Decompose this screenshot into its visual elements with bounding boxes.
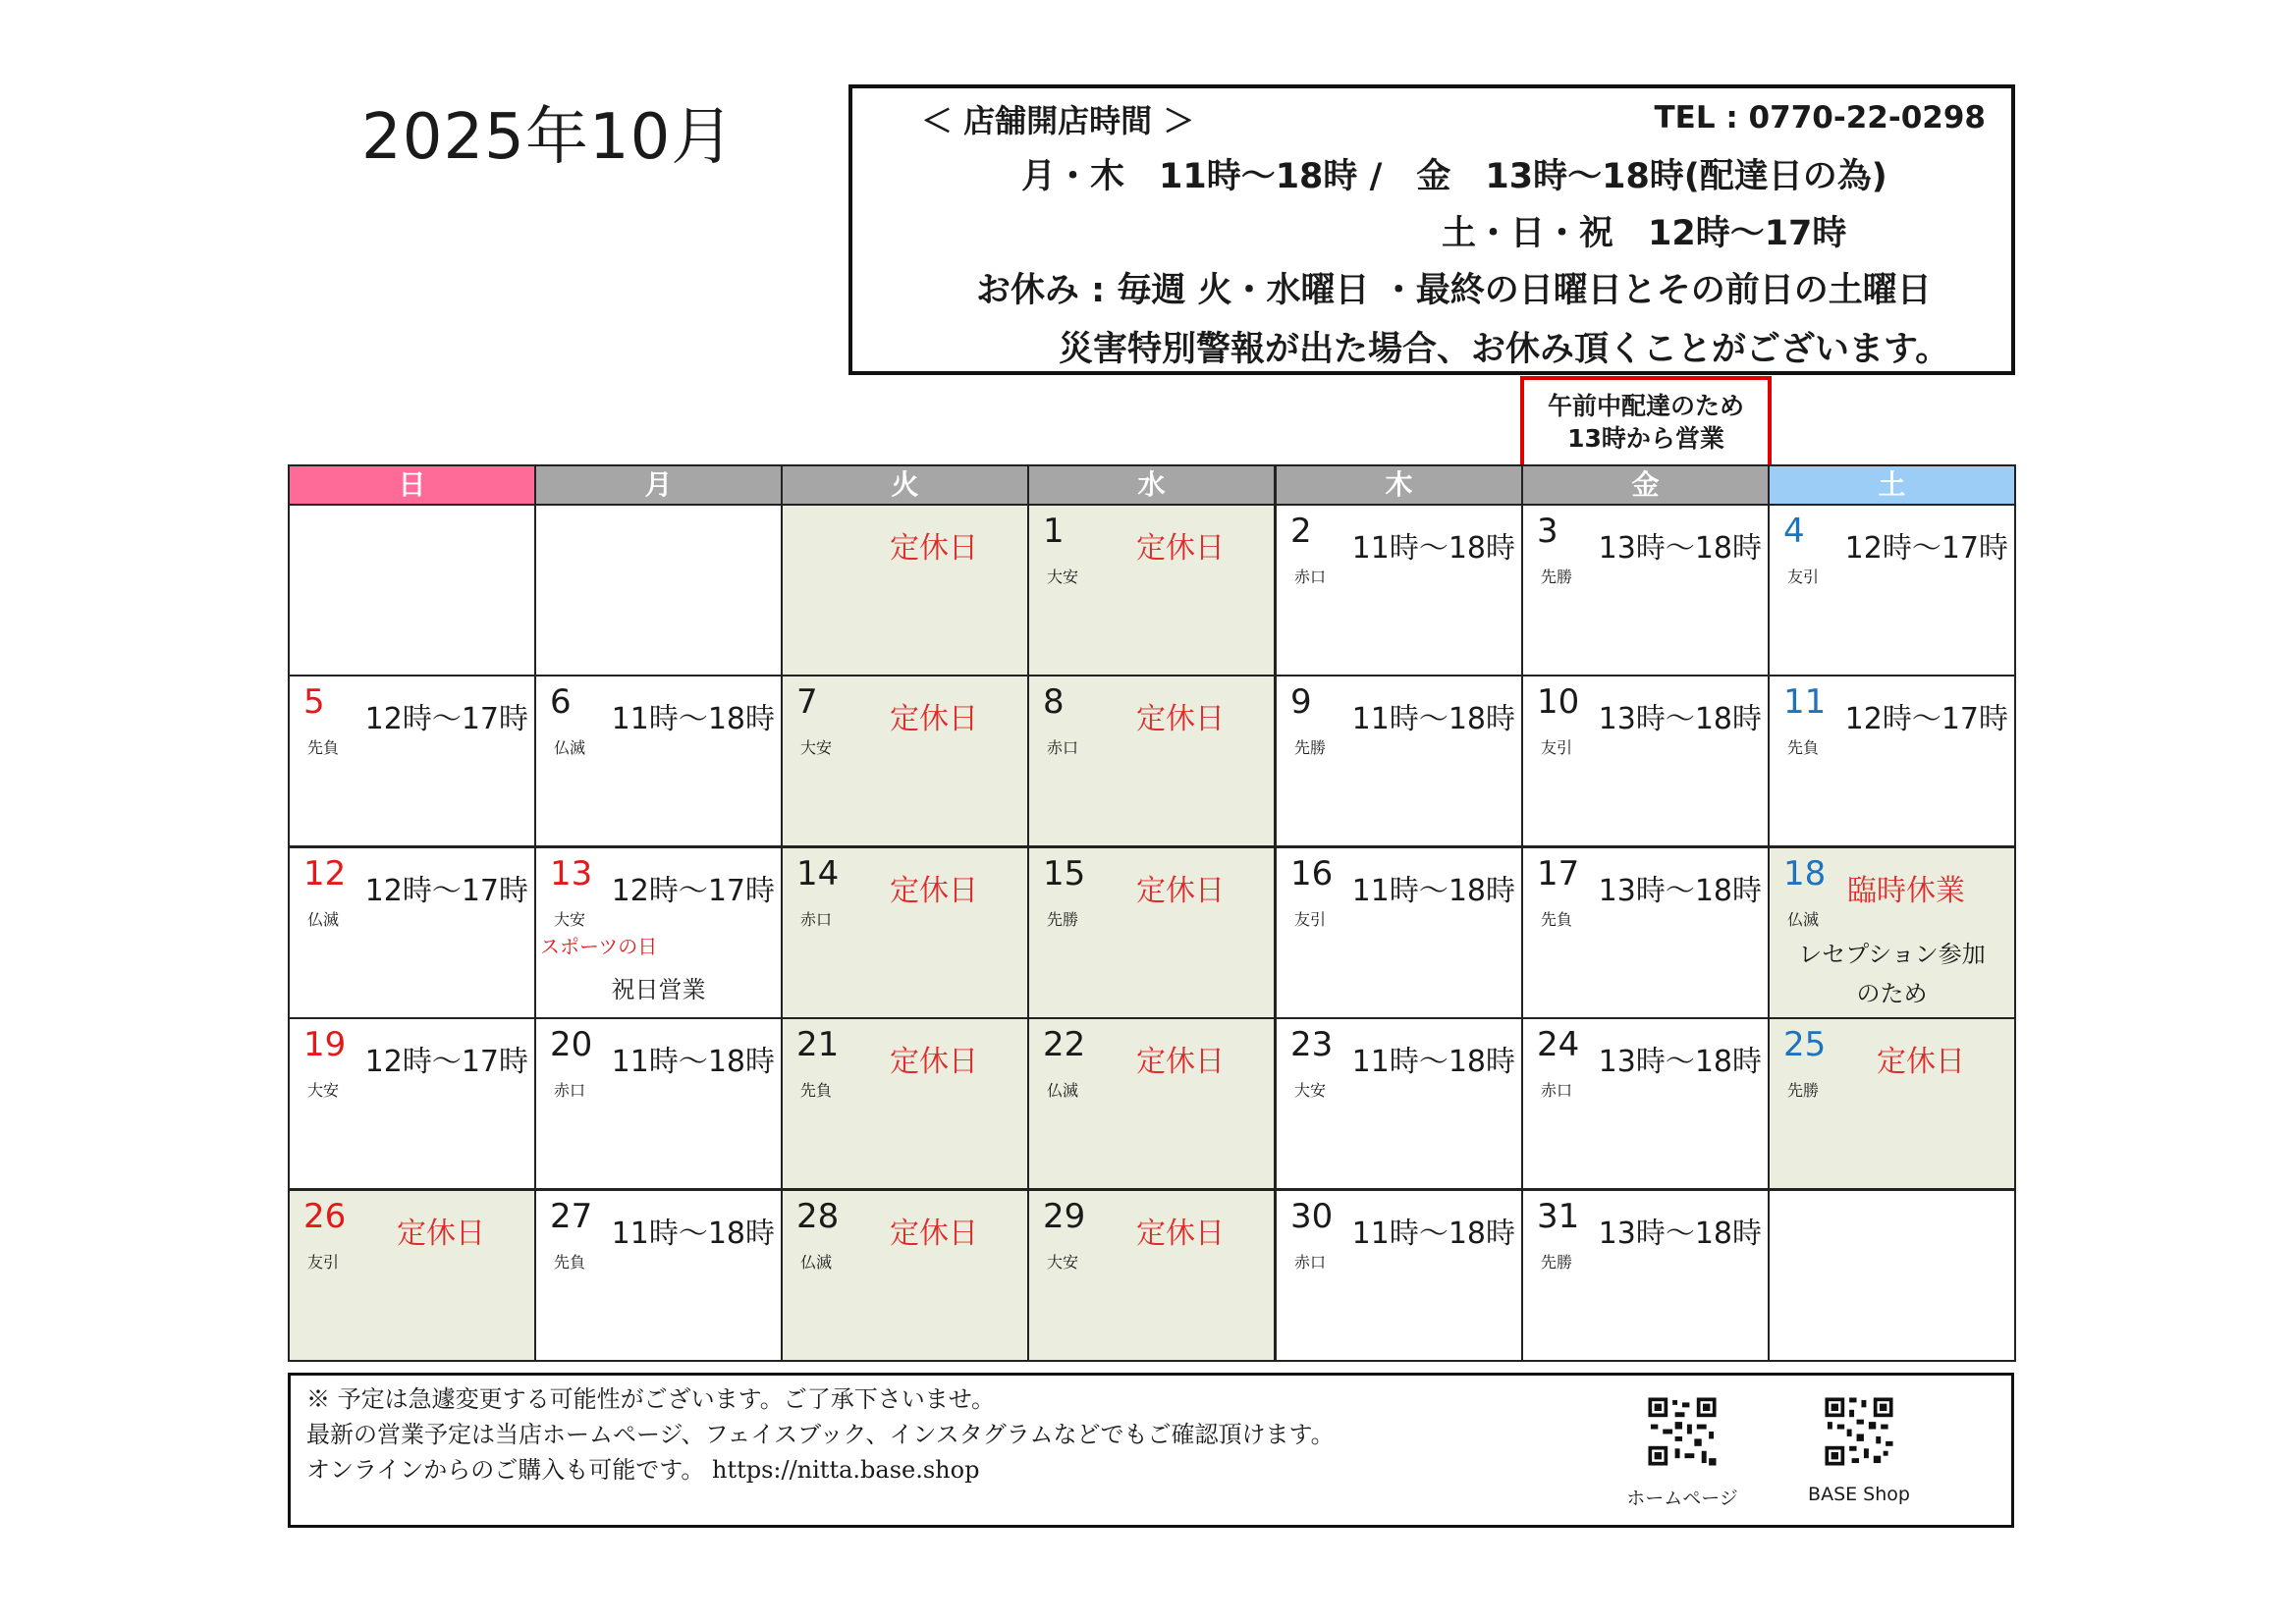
day-number: 16: [1290, 854, 1334, 893]
rokuyo-label: 赤口: [1294, 1253, 1327, 1272]
day-number: 22: [1043, 1025, 1086, 1064]
weekday-header: 日: [288, 464, 536, 506]
business-hours: 11時〜18時: [611, 702, 775, 736]
day-number: 23: [1290, 1025, 1334, 1064]
rokuyo-label: 赤口: [554, 1081, 586, 1100]
rokuyo-label: 仏滅: [800, 1253, 833, 1272]
business-hours: 定休日: [1136, 1045, 1225, 1079]
day-number: 21: [796, 1025, 840, 1064]
day-number: 5: [303, 682, 325, 722]
rokuyo-label: 赤口: [1294, 568, 1327, 586]
calendar-day-cell: [1768, 1189, 2016, 1362]
business-hours: 13時〜18時: [1598, 531, 1762, 566]
day-number: 17: [1537, 854, 1580, 893]
rokuyo-label: 友引: [1541, 738, 1573, 757]
rokuyo-label: 仏滅: [307, 910, 340, 929]
business-hours: 11時〜18時: [1351, 1217, 1515, 1251]
business-hours: 定休日: [1877, 1045, 1965, 1079]
calendar-day-cell: [1027, 504, 1276, 677]
business-hours: 12時〜17時: [364, 874, 528, 908]
day-number: 11: [1783, 682, 1827, 722]
calendar-day-cell: [1027, 1017, 1276, 1190]
friday-note: [1520, 376, 1772, 468]
calendar-day-cell: [1275, 1189, 1523, 1362]
disaster-notice: 災害特別警報が出た場合、お休み頂くことがございます。: [1059, 330, 1950, 369]
day-number: 9: [1290, 682, 1312, 722]
calendar-day-cell: [1521, 1189, 1770, 1362]
calendar-day-cell: [534, 504, 783, 677]
tel-number: TEL : 0770-22-0298: [1654, 100, 1986, 135]
business-hours: 11時〜18時: [611, 1045, 775, 1079]
rokuyo-label: 赤口: [1541, 1081, 1573, 1100]
rokuyo-label: 大安: [307, 1081, 340, 1100]
calendar-day-cell: [781, 675, 1029, 847]
weekday-header: 木: [1275, 464, 1523, 506]
calendar-day-cell: [1027, 675, 1276, 847]
calendar-day-cell: [1275, 675, 1523, 847]
calendar-day-cell: [1521, 846, 1770, 1019]
calendar-day-cell: [1027, 846, 1276, 1019]
business-hours: 12時〜17時: [1844, 531, 2008, 566]
day-number: 1: [1043, 512, 1065, 551]
business-hours: 13時〜18時: [1598, 1045, 1762, 1079]
day-note: 祝日営業: [611, 976, 706, 1003]
weekday-header: 月: [534, 464, 783, 506]
day-number: 27: [550, 1197, 593, 1236]
rokuyo-label: 先負: [1541, 910, 1573, 929]
business-hours: 12時〜17時: [364, 702, 528, 736]
footer-line-2: 最新の営業予定は当店ホームページ、フェイスブック、インスタグラムなどでもご確認頂けます。: [306, 1421, 1335, 1448]
calendar-day-cell: [534, 846, 783, 1019]
business-hours: 定休日: [890, 1045, 978, 1079]
business-hours: 11時〜18時: [1351, 702, 1515, 736]
rokuyo-label: 赤口: [1047, 738, 1079, 757]
rokuyo-label: 先勝: [1047, 910, 1079, 929]
business-hours: 12時〜17時: [364, 1045, 528, 1079]
rokuyo-label: 大安: [554, 910, 586, 929]
calendar-day-cell: [1768, 846, 2016, 1019]
business-hours: 定休日: [890, 702, 978, 736]
business-hours: 定休日: [1136, 1217, 1225, 1251]
day-number: 14: [796, 854, 840, 893]
rokuyo-label: 大安: [1047, 568, 1079, 586]
rokuyo-label: 仏滅: [1047, 1081, 1079, 1100]
base-shop-qr-icon[interactable]: [1815, 1395, 1903, 1468]
day-number: 6: [550, 682, 572, 722]
business-hours: 定休日: [890, 531, 978, 566]
business-hours: 11時〜18時: [611, 1217, 775, 1251]
footer-notice: [288, 1373, 2014, 1528]
day-number: 12: [303, 854, 347, 893]
rokuyo-label: 先負: [307, 738, 340, 757]
calendar-day-cell: [1275, 504, 1523, 677]
rokuyo-label: 先勝: [1541, 1253, 1573, 1272]
rokuyo-label: 赤口: [800, 910, 833, 929]
day-number: 3: [1537, 512, 1558, 551]
rokuyo-label: 大安: [1047, 1253, 1079, 1272]
day-number: 26: [303, 1197, 347, 1236]
calendar-day-cell: [1027, 1189, 1276, 1362]
calendar-day-cell: [534, 1189, 783, 1362]
calendar-day-cell: [781, 504, 1029, 677]
day-number: 7: [796, 682, 818, 722]
rokuyo-label: 大安: [800, 738, 833, 757]
calendar-day-cell: [288, 1017, 536, 1190]
business-hours: 13時〜18時: [1598, 874, 1762, 908]
calendar-day-cell: [781, 1017, 1029, 1190]
day-note-2: のため: [1856, 980, 1928, 1007]
business-hours: 11時〜18時: [1351, 874, 1515, 908]
holiday-name: スポーツの日: [540, 935, 658, 958]
business-hours: 定休日: [1136, 874, 1225, 908]
day-number: 20: [550, 1025, 593, 1064]
rokuyo-label: 仏滅: [1787, 910, 1820, 929]
homepage-qr-label: ホームページ: [1626, 1488, 1738, 1509]
rokuyo-label: 先負: [554, 1253, 586, 1272]
business-hours: 定休日: [890, 1217, 978, 1251]
business-hours: 臨時休業: [1847, 874, 1965, 908]
calendar-day-cell: [1521, 1017, 1770, 1190]
calendar-day-cell: [288, 1189, 536, 1362]
footer-line-1: ※ 予定は急遽変更する可能性がございます。ご了承下さいませ。: [306, 1385, 995, 1413]
day-number: 18: [1783, 854, 1827, 893]
friday-note-line2: 13時から営業: [1567, 424, 1724, 453]
day-number: 4: [1783, 512, 1805, 551]
footer-line-3: オンラインからのご購入も可能です。 https://nitta.base.shop: [306, 1456, 980, 1484]
rokuyo-label: 先勝: [1294, 738, 1327, 757]
rokuyo-label: 大安: [1294, 1081, 1327, 1100]
rokuyo-label: 先負: [800, 1081, 833, 1100]
day-number: 15: [1043, 854, 1086, 893]
calendar-day-cell: [534, 675, 783, 847]
closed-days: お休み : 毎週 火・水曜日 ・最終の日曜日とその前日の土曜日: [976, 271, 1932, 310]
calendar-day-cell: [1275, 846, 1523, 1019]
calendar-day-cell: [288, 675, 536, 847]
weekday-header: 土: [1768, 464, 2016, 506]
calendar-day-cell: [288, 504, 536, 677]
store-hours-box: [848, 84, 2015, 375]
day-number: 31: [1537, 1197, 1580, 1236]
weekday-header: 水: [1027, 464, 1276, 506]
calendar-day-cell: [288, 846, 536, 1019]
rokuyo-label: 先負: [1787, 738, 1820, 757]
rokuyo-label: 仏滅: [554, 738, 586, 757]
business-hours: 定休日: [1136, 531, 1225, 566]
business-hours: 12時〜17時: [611, 874, 775, 908]
calendar-day-cell: [1768, 675, 2016, 847]
business-hours: 定休日: [890, 874, 978, 908]
calendar-day-cell: [1521, 675, 1770, 847]
day-number: 8: [1043, 682, 1065, 722]
business-hours: 11時〜18時: [1351, 531, 1515, 566]
business-hours: 13時〜18時: [1598, 1217, 1762, 1251]
hours-heading: ＜ 店舗開店時間 ＞: [921, 102, 1195, 139]
calendar-day-cell: [781, 1189, 1029, 1362]
rokuyo-label: 友引: [1294, 910, 1327, 929]
day-number: 10: [1537, 682, 1580, 722]
hours-weekend: 土・日・祝 12時〜17時: [1442, 214, 1847, 253]
day-number: 24: [1537, 1025, 1580, 1064]
rokuyo-label: 先勝: [1787, 1081, 1820, 1100]
base-shop-qr-label: BASE Shop: [1808, 1484, 1910, 1505]
calendar-day-cell: [781, 846, 1029, 1019]
rokuyo-label: 先勝: [1541, 568, 1573, 586]
page-title: 2025年10月: [361, 101, 736, 174]
day-number: 29: [1043, 1197, 1086, 1236]
business-hours: 13時〜18時: [1598, 702, 1762, 736]
homepage-qr-icon[interactable]: [1638, 1395, 1726, 1468]
day-number: 30: [1290, 1197, 1334, 1236]
friday-note-line1: 午前中配達のため: [1547, 392, 1744, 420]
weekday-header: 火: [781, 464, 1029, 506]
calendar-day-cell: [534, 1017, 783, 1190]
business-hours: 11時〜18時: [1351, 1045, 1515, 1079]
business-hours: 定休日: [1136, 702, 1225, 736]
rokuyo-label: 友引: [1787, 568, 1820, 586]
hours-weekday: 月・木 11時〜18時 / 金 13時〜18時(配達日の為): [1021, 157, 1887, 196]
calendar-day-cell: [1768, 504, 2016, 677]
calendar-grid: [288, 464, 2014, 1362]
rokuyo-label: 友引: [307, 1253, 340, 1272]
day-number: 2: [1290, 512, 1312, 551]
calendar-day-cell: [1768, 1017, 2016, 1190]
weekday-header: 金: [1521, 464, 1770, 506]
day-note: レセプション参加: [1798, 941, 1986, 968]
day-number: 13: [550, 854, 593, 893]
day-number: 28: [796, 1197, 840, 1236]
calendar-day-cell: [1275, 1017, 1523, 1190]
day-number: 25: [1783, 1025, 1827, 1064]
day-number: 19: [303, 1025, 347, 1064]
calendar-day-cell: [1521, 504, 1770, 677]
business-hours: 定休日: [397, 1217, 485, 1251]
business-hours: 12時〜17時: [1844, 702, 2008, 736]
